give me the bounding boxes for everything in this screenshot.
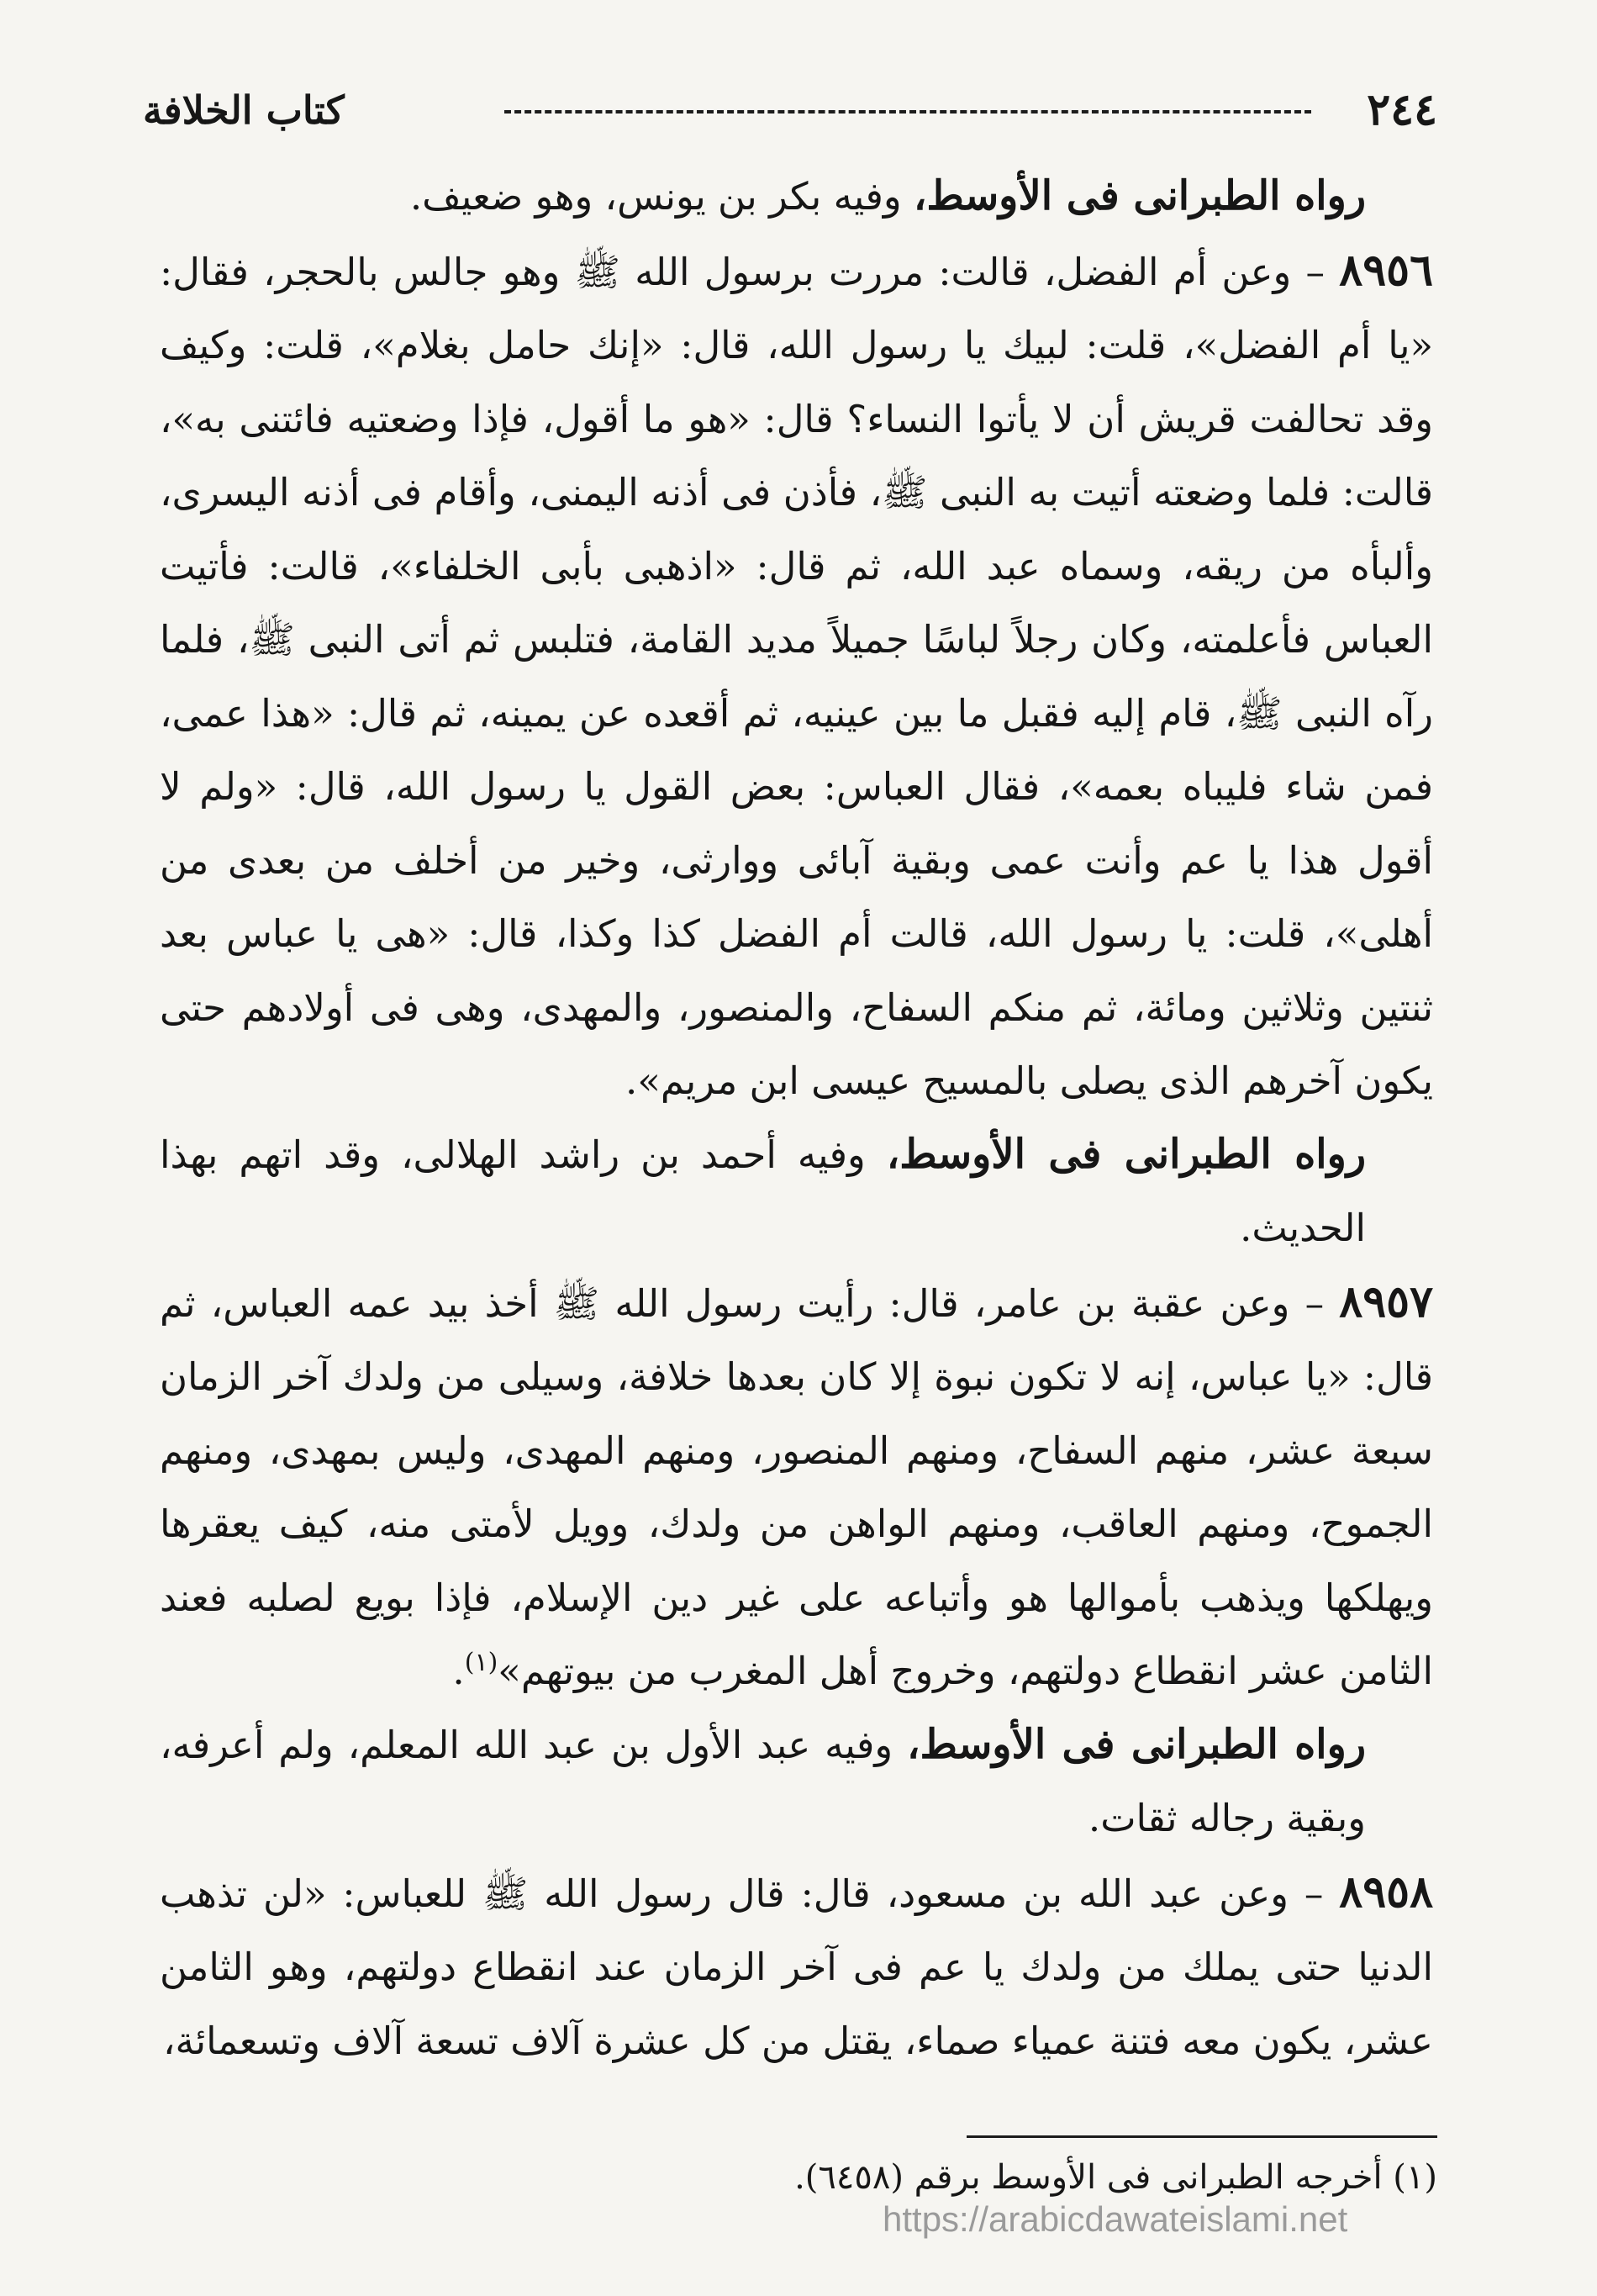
page-body: [160, 160, 1433, 2077]
note-text: وفيه عبد الأول بن عبد الله المعلم، ولم أعرفه، وبقية رجاله ثقات.: [160, 1722, 1366, 1840]
header-dashed-rule: [504, 110, 1311, 113]
hadith-text: – وعن عبد الله بن مسعود، قال: قال رسول الله ﷺ للعباس: «لن تذهب الدنيا حتى يملك من ولدك يا عم فى آخر الزمان عند انقطاع دولتهم، وهو الثامن عشر، يكون معه فتنة عمياء صماء، يقتل من كل عشرة آلاف تسعة آلاف وتسعمائة،: [160, 1871, 1433, 2063]
hadith-text: – وعن أم الفضل، قالت: مررت برسول الله ﷺ وهو جالس بالحجر، فقال: «يا أم الفضل»، قلت: لبيك يا رسول الله، قال: «إنك حامل بغلام»، قلت: وكيف وقد تحالفت قريش أن لا يأتوا النساء؟ قال: «هو ما أقول، فإذا وضعتيه فائتنى به»، قالت: فلما وضعته أتيت به النبى ﷺ، فأذن فى أذنه اليمنى، وأقام فى أذنه اليسرى، وألبأه من ريقه، وسماه عبد الله، ثم قال: «اذهبى بأبى الخلفاء»، قالت: فأتيت العباس فأعلمته، وكان رجلاً لباسًا جميلاً مديد القامة، فتلبس ثم أتى النبى ﷺ، فلما رآه النبى ﷺ، قام إليه فقبل ما بين عينيه، ثم أقعده عن يمينه، ثم قال: «هذا عمى، فمن شاء فليباه بعمه»، فقال العباس: بعض القول يا رسول الله، قال: «ولم لا أقول هذا يا عم وأنت عمى وبقية آبائى ووارثى، وخير من أخلف من بعدى من أهلى»، قلت: يا رسول الله، قالت أم الفضل كذا وكذا، قال: «هى يا عباس بعد ثنتين وثلاثين ومائة، ثم منكم السفاح، والمنصور، والمهدى، وهى فى أولادهم حتى يكون آخرهم الذى يصلى بالمسيح عيسى ابن مريم».: [160, 249, 1433, 1103]
site-watermark: https://arabicdawateislami.net: [883, 2199, 1348, 2239]
footnote-reference[interactable]: (١): [464, 1648, 498, 1677]
page-header: [143, 81, 1437, 140]
source-lead: رواه الطبرانى فى الأوسط،: [907, 1720, 1366, 1768]
note-text: وفيه أحمد بن راشد الهلالى، وقد اتهم بهذا الحديث.: [160, 1132, 1366, 1250]
source-lead: رواه الطبرانى فى الأوسط،: [886, 1130, 1366, 1178]
note-text: وفيه بكر بن يونس، وهو ضعيف.: [409, 174, 914, 219]
narration-note: [160, 1118, 1433, 1265]
narration-note: [160, 160, 1433, 234]
hadith-paragraph: [160, 234, 1433, 1118]
running-title: كتاب الخلافة: [143, 87, 345, 133]
hadith-text: – وعن عقبة بن عامر، قال: رأيت رسول الله ﷺ أخذ بيد عمه العباس، ثم قال: «يا عباس، إنه لا تكون نبوة إلا كان بعدها خلافة، وسيلى من ولدك آخر الزمان سبعة عشر، منهم السفاح، ومنهم المنصور، ومنهم المهدى، وليس بمهدى، ومنهم الجموح، ومنهم العاقب، ومنهم الواهن من ولدك، وويل لأمتى منه، كيف يعقرها ويهلكها ويذهب بأموالها هو وأتباعه على غير دين الإسلام، فإذا بويع لصلبه فعند الثامن عشر انقطاع دولتهم، وخروج أهل المغرب من بيوتهم»: [160, 1280, 1433, 1693]
hadith-number: ٨٩٥٦: [1339, 244, 1433, 296]
footnote-separator: [967, 2135, 1437, 2138]
narration-note: [160, 1708, 1433, 1855]
source-lead: رواه الطبرانى فى الأوسط،: [913, 172, 1366, 219]
hadith-paragraph: [160, 1265, 1433, 1708]
hadith-number: ٨٩٥٨: [1339, 1866, 1433, 1918]
footnote: (١) أخرجه الطبرانى فى الأوسط برقم (٦٤٥٨).: [794, 2158, 1437, 2197]
page-number: ٢٤٤: [1367, 84, 1437, 135]
hadith-paragraph: [160, 1855, 1433, 2078]
hadith-number: ٨٩٥٧: [1339, 1275, 1433, 1327]
hadith-tail: .: [452, 1649, 465, 1693]
